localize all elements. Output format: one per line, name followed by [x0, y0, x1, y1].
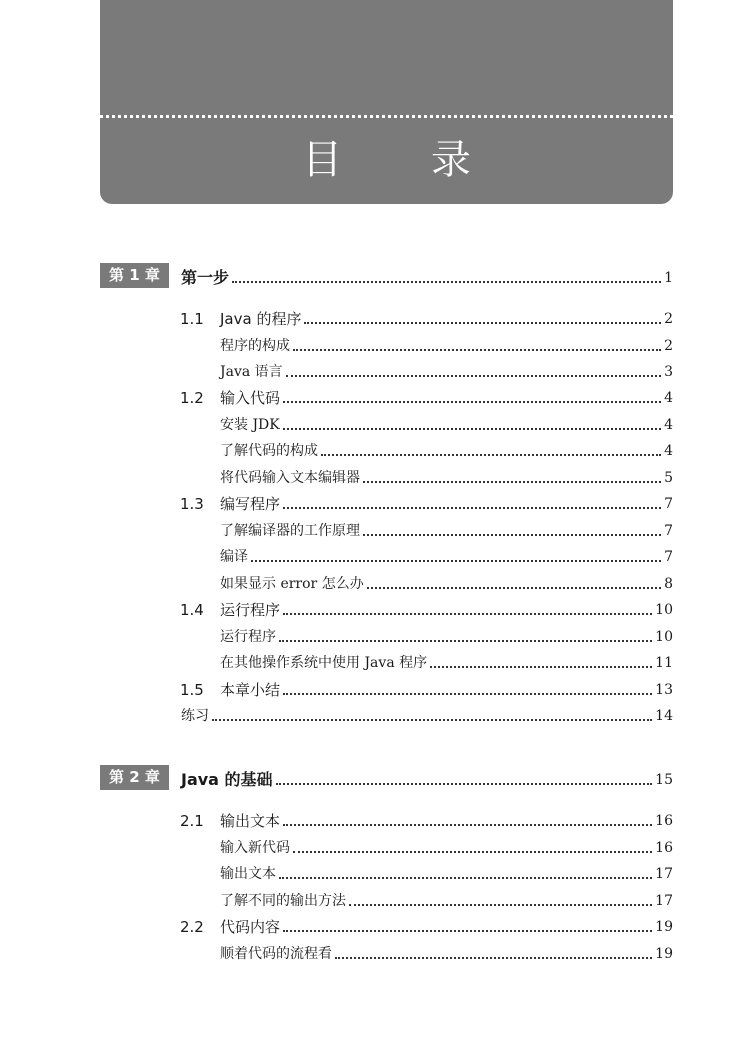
- toc-entry-section[interactable]: [180, 309, 673, 329]
- section-number: 1.3: [180, 495, 204, 513]
- toc-entry-section[interactable]: [180, 680, 673, 700]
- dot-leader: [283, 824, 652, 826]
- dot-leader: [251, 560, 661, 562]
- toc-header-banner: [100, 0, 673, 204]
- page-number: 1: [664, 270, 673, 286]
- toc-entry-chapter[interactable]: [100, 263, 673, 288]
- page-number: 8: [664, 576, 673, 592]
- dot-leader: [367, 587, 661, 589]
- section-title: 代码内容: [220, 918, 281, 936]
- toc-entry-sub[interactable]: [220, 944, 673, 964]
- section-title: 本章小结: [220, 681, 281, 699]
- section-title: Java 的程序: [220, 310, 302, 328]
- dot-leader: [283, 428, 661, 430]
- toc-entry-sub[interactable]: [220, 521, 673, 541]
- page-number: 15: [655, 772, 673, 788]
- section-number: 1.5: [180, 681, 204, 699]
- dot-leader: [335, 957, 652, 959]
- subsection-title: 程序的构成: [220, 338, 290, 354]
- chapter-title: Java 的基础: [181, 770, 273, 789]
- toc-entry-sub[interactable]: [220, 336, 673, 356]
- page-number: 4: [664, 390, 673, 406]
- dot-leader: [321, 454, 661, 456]
- page-number: 4: [664, 443, 673, 459]
- toc-entry-sub[interactable]: [220, 627, 673, 647]
- section-number: 1.2: [180, 389, 204, 407]
- subsection-title: Java 语言: [220, 364, 283, 380]
- subsection-title: 在其他操作系统中使用 Java 程序: [220, 655, 428, 671]
- subsection-title: 安装 JDK: [220, 417, 280, 433]
- page-number: 7: [664, 496, 673, 512]
- toc-entry-sub[interactable]: [220, 468, 673, 488]
- toc-entry-sub[interactable]: [220, 441, 673, 461]
- subsection-title: 顺着代码的流程看: [220, 946, 332, 962]
- page-number: 17: [655, 866, 673, 882]
- section-number: 2.2: [180, 918, 204, 936]
- toc-entry-sub[interactable]: [220, 838, 673, 858]
- toc-entry-sub[interactable]: [220, 864, 673, 884]
- section-title: 输出文本: [220, 812, 281, 830]
- subsection-title: 如果显示 error 怎么办: [220, 576, 364, 592]
- dot-leader: [363, 481, 661, 483]
- page-title: 目 录: [302, 137, 509, 183]
- toc-entry-sub[interactable]: [220, 547, 673, 567]
- dot-leader: [304, 322, 661, 324]
- page-number: 2: [664, 338, 673, 354]
- subsection-title: 将代码输入文本编辑器: [220, 470, 360, 486]
- page-number: 7: [664, 549, 673, 565]
- toc-entry-section[interactable]: [180, 811, 673, 831]
- toc-entry-sub[interactable]: [220, 891, 673, 911]
- section-title: 运行程序: [220, 601, 281, 619]
- page-number: 10: [655, 629, 673, 645]
- page-number: 5: [664, 470, 673, 486]
- toc-entry-section[interactable]: [180, 917, 673, 937]
- page-number: 13: [655, 682, 673, 698]
- dot-leader: [212, 719, 652, 721]
- page-number: 4: [664, 417, 673, 433]
- page-number: 19: [655, 919, 673, 935]
- page-number: 7: [664, 523, 673, 539]
- dot-leader: [363, 534, 661, 536]
- dot-leader: [283, 507, 661, 509]
- dot-leader: [283, 401, 661, 403]
- dot-leader: [279, 877, 652, 879]
- dot-leader: [293, 851, 652, 853]
- dot-leader: [232, 281, 661, 283]
- page-number: 16: [655, 813, 673, 829]
- section-number: 1.1: [180, 310, 204, 328]
- section-number: 2.1: [180, 812, 204, 830]
- toc-entry-sub[interactable]: [220, 362, 673, 382]
- page-number: 17: [655, 893, 673, 909]
- dot-leader: [283, 693, 652, 695]
- subsection-title: 了解代码的构成: [220, 443, 318, 459]
- page-number: 3: [664, 364, 673, 380]
- chapter-badge: 第 1 章: [100, 263, 169, 288]
- section-title: 输入代码: [220, 389, 281, 407]
- subsection-title: 了解编译器的工作原理: [220, 523, 360, 539]
- page-number: 11: [655, 655, 673, 671]
- subsection-title: 输入新代码: [220, 840, 290, 856]
- subsection-title: 编译: [220, 549, 248, 565]
- dot-leader: [349, 904, 652, 906]
- toc-entry-exercise[interactable]: [181, 706, 673, 726]
- dot-leader: [293, 349, 661, 351]
- page-number: 10: [655, 602, 673, 618]
- chapter-title: 第一步: [181, 268, 230, 287]
- section-title: 编写程序: [220, 495, 281, 513]
- toc-entry-chapter[interactable]: [100, 765, 673, 790]
- dot-leader: [276, 783, 653, 785]
- toc-entry-section[interactable]: [180, 600, 673, 620]
- page-number: 14: [655, 708, 673, 724]
- toc-entry-sub[interactable]: [220, 574, 673, 594]
- toc-entry-section[interactable]: [180, 494, 673, 514]
- subsection-title: 输出文本: [220, 866, 276, 882]
- section-number: 1.4: [180, 601, 204, 619]
- toc-entry-sub[interactable]: [220, 415, 673, 435]
- dot-leader: [430, 666, 652, 668]
- exercise-title: 练习: [181, 708, 209, 724]
- chapter-badge: 第 2 章: [100, 765, 169, 790]
- dotted-divider: [100, 115, 673, 118]
- toc-entry-sub[interactable]: [220, 653, 673, 673]
- dot-leader: [283, 613, 652, 615]
- dot-leader: [286, 375, 661, 377]
- dot-leader: [283, 930, 652, 932]
- dot-leader: [279, 640, 652, 642]
- page-number: 16: [655, 840, 673, 856]
- subsection-title: 运行程序: [220, 629, 276, 645]
- toc-entry-section[interactable]: [180, 388, 673, 408]
- page-number: 19: [655, 946, 673, 962]
- page-number: 2: [664, 311, 673, 327]
- subsection-title: 了解不同的输出方法: [220, 893, 346, 909]
